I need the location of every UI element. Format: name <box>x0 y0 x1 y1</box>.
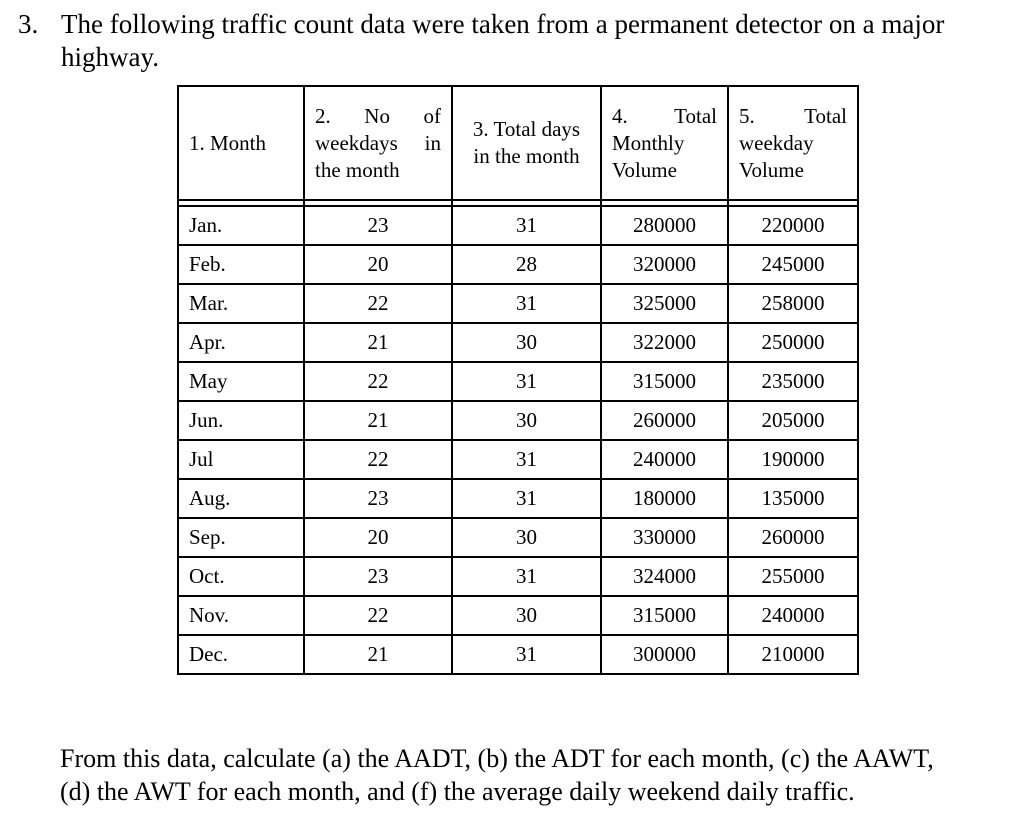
question-line-1: The following traffic count data were taken from a permanent detector on a major <box>61 9 945 39</box>
cell-total-days: 31 <box>452 362 601 401</box>
cell-month: Jun. <box>178 401 304 440</box>
cell-weekdays: 23 <box>304 557 452 596</box>
cell-weekday-volume: 190000 <box>728 440 858 479</box>
cell-weekday-volume: 135000 <box>728 479 858 518</box>
cell-monthly-volume: 315000 <box>601 362 728 401</box>
cell-monthly-volume: 240000 <box>601 440 728 479</box>
table-row <box>178 245 858 284</box>
cell-monthly-volume: 260000 <box>601 401 728 440</box>
cell-total-days: 30 <box>452 596 601 635</box>
cell-monthly-volume: 324000 <box>601 557 728 596</box>
cell-total-days: 31 <box>452 635 601 674</box>
question-text <box>18 8 1013 74</box>
cell-weekdays: 22 <box>304 596 452 635</box>
cell-monthly-volume: 325000 <box>601 284 728 323</box>
cell-month: Oct. <box>178 557 304 596</box>
header-total-days: 3. Total days in the month <box>452 86 601 200</box>
cell-weekdays: 23 <box>304 479 452 518</box>
cell-monthly-volume: 280000 <box>601 206 728 245</box>
table-row <box>178 440 858 479</box>
cell-weekday-volume: 255000 <box>728 557 858 596</box>
cell-monthly-volume: 315000 <box>601 596 728 635</box>
cell-weekdays: 20 <box>304 245 452 284</box>
cell-month: Jul <box>178 440 304 479</box>
cell-month: Feb. <box>178 245 304 284</box>
table-row <box>178 518 858 557</box>
cell-weekday-volume: 235000 <box>728 362 858 401</box>
cell-total-days: 30 <box>452 401 601 440</box>
question-line-2: highway. <box>61 42 159 72</box>
cell-month: Aug. <box>178 479 304 518</box>
cell-weekdays: 22 <box>304 284 452 323</box>
question-number: 3. <box>18 9 39 39</box>
cell-weekdays: 23 <box>304 206 452 245</box>
cell-weekday-volume: 220000 <box>728 206 858 245</box>
table-body <box>178 206 858 674</box>
instructions-text <box>60 742 1010 808</box>
header-weekday-volume: 5. Total weekday Volume <box>728 86 858 200</box>
cell-total-days: 31 <box>452 557 601 596</box>
cell-total-days: 28 <box>452 245 601 284</box>
cell-weekdays: 21 <box>304 401 452 440</box>
cell-month: Nov. <box>178 596 304 635</box>
table-row <box>178 362 858 401</box>
cell-total-days: 30 <box>452 518 601 557</box>
cell-weekday-volume: 260000 <box>728 518 858 557</box>
header-month: 1. Month <box>178 86 304 200</box>
header-weekdays: 2. No of weekdays in the month <box>304 86 452 200</box>
cell-month: May <box>178 362 304 401</box>
cell-weekdays: 21 <box>304 323 452 362</box>
traffic-count-table <box>177 85 859 675</box>
table-header <box>178 86 858 206</box>
cell-weekday-volume: 258000 <box>728 284 858 323</box>
cell-month: Apr. <box>178 323 304 362</box>
cell-weekday-volume: 245000 <box>728 245 858 284</box>
cell-weekday-volume: 250000 <box>728 323 858 362</box>
table-row <box>178 401 858 440</box>
instructions-line-1: From this data, calculate (a) the AADT, (b) the ADT for each month, (c) the AAWT, <box>60 744 934 773</box>
table-row <box>178 284 858 323</box>
cell-weekdays: 20 <box>304 518 452 557</box>
table-row <box>178 323 858 362</box>
cell-month: Sep. <box>178 518 304 557</box>
cell-weekdays: 21 <box>304 635 452 674</box>
cell-monthly-volume: 330000 <box>601 518 728 557</box>
cell-weekday-volume: 205000 <box>728 401 858 440</box>
cell-total-days: 31 <box>452 479 601 518</box>
table-row <box>178 596 858 635</box>
cell-weekdays: 22 <box>304 440 452 479</box>
cell-month: Dec. <box>178 635 304 674</box>
cell-total-days: 31 <box>452 284 601 323</box>
cell-monthly-volume: 180000 <box>601 479 728 518</box>
cell-weekdays: 22 <box>304 362 452 401</box>
cell-monthly-volume: 320000 <box>601 245 728 284</box>
cell-month: Mar. <box>178 284 304 323</box>
cell-total-days: 31 <box>452 440 601 479</box>
table-row <box>178 557 858 596</box>
cell-month: Jan. <box>178 206 304 245</box>
cell-total-days: 31 <box>452 206 601 245</box>
cell-total-days: 30 <box>452 323 601 362</box>
cell-weekday-volume: 240000 <box>728 596 858 635</box>
cell-monthly-volume: 300000 <box>601 635 728 674</box>
cell-weekday-volume: 210000 <box>728 635 858 674</box>
table-row <box>178 206 858 245</box>
table-row <box>178 479 858 518</box>
instructions-line-2: (d) the AWT for each month, and (f) the average daily weekend daily traffic. <box>60 777 855 806</box>
header-monthly-volume: 4. Total Monthly Volume <box>601 86 728 200</box>
cell-monthly-volume: 322000 <box>601 323 728 362</box>
table-row <box>178 635 858 674</box>
